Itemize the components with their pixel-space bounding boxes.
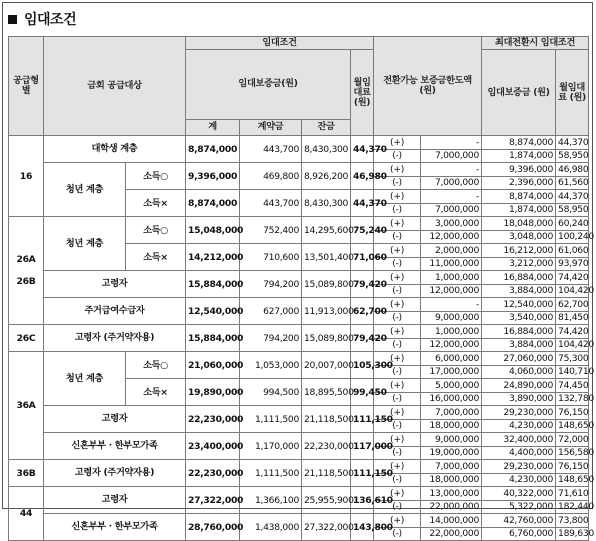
table-row: [9, 487, 589, 501]
monthly-rent-cell: 111,150: [351, 460, 374, 487]
income-cell: 소득×: [126, 244, 186, 271]
header-max-deposit: 임대보증금 (원): [482, 50, 556, 136]
max-deposit-minus-cell: 4,060,000: [482, 365, 556, 379]
monthly-rent-cell: 62,700: [351, 298, 374, 325]
table-row: [9, 433, 589, 447]
max-monthly-plus-cell: 76,150: [556, 406, 589, 420]
conversion-minus-cell: 22,000,000: [421, 527, 482, 541]
max-monthly-plus-cell: 44,370: [556, 190, 589, 204]
conversion-minus-cell: 22,000,000: [421, 500, 482, 514]
balance-cell: 18,895,500: [302, 379, 351, 406]
down-payment-cell: 1,438,000: [240, 514, 302, 541]
max-deposit-minus-cell: 1,874,000: [482, 149, 556, 163]
header-type: 공급형별: [9, 37, 44, 136]
plus-sign-cell: (+): [374, 352, 421, 366]
max-monthly-plus-cell: 74,420: [556, 271, 589, 285]
max-deposit-plus-cell: 42,760,000: [482, 514, 556, 528]
max-monthly-minus-cell: 182,440: [556, 500, 589, 514]
plus-sign-cell: (+): [374, 271, 421, 285]
max-monthly-minus-cell: 140,710: [556, 365, 589, 379]
conversion-minus-cell: 7,000,000: [421, 176, 482, 190]
header-target: 금회 공급대상: [44, 37, 186, 136]
monthly-rent-cell: 46,980: [351, 163, 374, 190]
down-payment-cell: 994,500: [240, 379, 302, 406]
header-conversion-limit: 전환가능 보증금한도액 (원): [374, 37, 482, 136]
max-deposit-minus-cell: 3,048,000: [482, 230, 556, 244]
max-monthly-plus-cell: 44,370: [556, 136, 589, 150]
table-body: [9, 136, 594, 541]
down-payment-cell: 794,200: [240, 271, 302, 298]
max-monthly-plus-cell: 60,240: [556, 217, 589, 231]
plus-sign-cell: (+): [374, 190, 421, 204]
max-deposit-minus-cell: 5,322,000: [482, 500, 556, 514]
minus-sign-cell: (-): [374, 473, 421, 487]
table-row: [9, 217, 589, 231]
conversion-plus-cell: 7,000,000: [421, 460, 482, 474]
monthly-rent-cell: 44,370: [351, 136, 374, 163]
section-title-text: 임대조건: [24, 12, 77, 28]
balance-cell: 21,118,500: [302, 460, 351, 487]
down-payment-cell: 710,600: [240, 244, 302, 271]
max-monthly-minus-cell: 189,630: [556, 527, 589, 541]
balance-cell: 13,501,400: [302, 244, 351, 271]
balance-cell: 8,926,200: [302, 163, 351, 190]
minus-sign-cell: (-): [374, 527, 421, 541]
conversion-plus-cell: -: [421, 190, 482, 204]
type-cell: 16: [9, 136, 44, 217]
type-cell: 44: [9, 487, 44, 541]
square-bullet-icon: [8, 15, 17, 24]
conversion-plus-cell: -: [421, 298, 482, 312]
down-payment-cell: 794,200: [240, 325, 302, 352]
income-cell: 소득×: [126, 379, 186, 406]
conversion-minus-cell: 18,000,000: [421, 419, 482, 433]
down-payment-cell: 1,053,000: [240, 352, 302, 379]
down-payment-cell: 1,111,500: [240, 460, 302, 487]
conversion-minus-cell: 11,000,000: [421, 257, 482, 271]
deposit-total-cell: 15,884,000: [186, 271, 240, 298]
minus-sign-cell: (-): [374, 257, 421, 271]
target-cell: 고령자 (주거약자용): [44, 460, 186, 487]
max-monthly-minus-cell: 132,780: [556, 392, 589, 406]
minus-sign-cell: (-): [374, 500, 421, 514]
max-deposit-minus-cell: 2,396,000: [482, 176, 556, 190]
max-monthly-minus-cell: 148,650: [556, 419, 589, 433]
type-cell: 26C: [9, 325, 44, 352]
conversion-minus-cell: 19,000,000: [421, 446, 482, 460]
monthly-rent-cell: 71,060: [351, 244, 374, 271]
monthly-rent-cell: 99,450: [351, 379, 374, 406]
conversion-plus-cell: 7,000,000: [421, 406, 482, 420]
header-max-monthly: 월임대료 (원): [556, 50, 589, 136]
max-deposit-plus-cell: 40,322,000: [482, 487, 556, 501]
max-deposit-plus-cell: 18,048,000: [482, 217, 556, 231]
down-payment-cell: 752,400: [240, 217, 302, 244]
conversion-plus-cell: 6,000,000: [421, 352, 482, 366]
deposit-total-cell: 22,230,000: [186, 406, 240, 433]
max-deposit-plus-cell: 9,396,000: [482, 163, 556, 177]
plus-sign-cell: (+): [374, 244, 421, 258]
down-payment-cell: 1,170,000: [240, 433, 302, 460]
conversion-plus-cell: 13,000,000: [421, 487, 482, 501]
target-cell: 고령자: [44, 487, 186, 514]
deposit-total-cell: 9,396,000: [186, 163, 240, 190]
max-monthly-minus-cell: 61,560: [556, 176, 589, 190]
deposit-total-cell: 15,884,000: [186, 325, 240, 352]
type-cell: 26A 26B: [9, 217, 44, 325]
header-deposit: 임대보증금(원): [186, 50, 351, 120]
balance-cell: 8,430,300: [302, 136, 351, 163]
table-row: [9, 271, 589, 285]
minus-sign-cell: (-): [374, 365, 421, 379]
minus-sign-cell: (-): [374, 176, 421, 190]
max-deposit-minus-cell: 4,230,000: [482, 419, 556, 433]
max-deposit-minus-cell: 4,230,000: [482, 473, 556, 487]
max-monthly-plus-cell: 76,150: [556, 460, 589, 474]
down-payment-cell: 469,800: [240, 163, 302, 190]
conversion-plus-cell: 3,000,000: [421, 217, 482, 231]
table-row: [9, 460, 589, 474]
max-monthly-minus-cell: 58,950: [556, 203, 589, 217]
table-row: [9, 514, 589, 528]
max-monthly-minus-cell: 81,450: [556, 311, 589, 325]
balance-cell: 8,430,300: [302, 190, 351, 217]
balance-cell: 22,230,000: [302, 433, 351, 460]
down-payment-cell: 1,366,100: [240, 487, 302, 514]
conversion-plus-cell: -: [421, 136, 482, 150]
conversion-minus-cell: 16,000,000: [421, 392, 482, 406]
max-deposit-plus-cell: 16,884,000: [482, 271, 556, 285]
deposit-total-cell: 12,540,000: [186, 298, 240, 325]
minus-sign-cell: (-): [374, 419, 421, 433]
monthly-rent-cell: 75,240: [351, 217, 374, 244]
max-deposit-plus-cell: 29,230,000: [482, 460, 556, 474]
conversion-plus-cell: 14,000,000: [421, 514, 482, 528]
minus-sign-cell: (-): [374, 284, 421, 298]
deposit-total-cell: 27,322,000: [186, 487, 240, 514]
deposit-total-cell: 21,060,000: [186, 352, 240, 379]
max-monthly-plus-cell: 74,420: [556, 325, 589, 339]
max-monthly-minus-cell: 93,970: [556, 257, 589, 271]
conversion-plus-cell: -: [421, 163, 482, 177]
max-monthly-plus-cell: 46,980: [556, 163, 589, 177]
conversion-plus-cell: 1,000,000: [421, 271, 482, 285]
plus-sign-cell: (+): [374, 217, 421, 231]
header-monthly: 월임대료 (원): [351, 50, 374, 136]
max-deposit-minus-cell: 3,890,000: [482, 392, 556, 406]
conversion-minus-cell: 17,000,000: [421, 365, 482, 379]
deposit-total-cell: 23,400,000: [186, 433, 240, 460]
income-cell: 소득×: [126, 190, 186, 217]
plus-sign-cell: (+): [374, 406, 421, 420]
income-cell: 소득○: [126, 217, 186, 244]
header-balance: 잔금: [302, 119, 351, 135]
max-monthly-minus-cell: 58,950: [556, 149, 589, 163]
conversion-minus-cell: 7,000,000: [421, 203, 482, 217]
table-row: [9, 406, 589, 420]
max-deposit-plus-cell: 16,212,000: [482, 244, 556, 258]
plus-sign-cell: (+): [374, 460, 421, 474]
conversion-minus-cell: 12,000,000: [421, 284, 482, 298]
type-cell: 36B: [9, 460, 44, 487]
income-cell: 소득○: [126, 163, 186, 190]
target-cell: 고령자: [44, 406, 186, 433]
monthly-rent-cell: 136,610: [351, 487, 374, 514]
minus-sign-cell: (-): [374, 311, 421, 325]
monthly-rent-cell: 79,420: [351, 325, 374, 352]
max-monthly-plus-cell: 72,000: [556, 433, 589, 447]
max-monthly-plus-cell: 75,300: [556, 352, 589, 366]
balance-cell: 11,913,000: [302, 298, 351, 325]
max-monthly-minus-cell: 156,580: [556, 446, 589, 460]
conversion-minus-cell: 12,000,000: [421, 338, 482, 352]
minus-sign-cell: (-): [374, 203, 421, 217]
plus-sign-cell: (+): [374, 433, 421, 447]
table-row: [9, 325, 589, 339]
max-deposit-plus-cell: 27,060,000: [482, 352, 556, 366]
deposit-total-cell: 15,048,000: [186, 217, 240, 244]
target-group-cell: 청년 계층: [44, 352, 126, 406]
balance-cell: 14,295,600: [302, 217, 351, 244]
max-deposit-minus-cell: 4,400,000: [482, 446, 556, 460]
down-payment-cell: 627,000: [240, 298, 302, 325]
header-down: 계약금: [240, 119, 302, 135]
deposit-total-cell: 22,230,000: [186, 460, 240, 487]
header-rent-conditions: 임대조건: [186, 37, 374, 50]
table-row: [9, 352, 589, 366]
minus-sign-cell: (-): [374, 149, 421, 163]
target-group-cell: 청년 계층: [44, 163, 126, 217]
conversion-minus-cell: 12,000,000: [421, 230, 482, 244]
deposit-total-cell: 14,212,000: [186, 244, 240, 271]
minus-sign-cell: (-): [374, 230, 421, 244]
monthly-rent-cell: 79,420: [351, 271, 374, 298]
max-deposit-plus-cell: 12,540,000: [482, 298, 556, 312]
max-deposit-minus-cell: 3,540,000: [482, 311, 556, 325]
monthly-rent-cell: 143,800: [351, 514, 374, 541]
max-deposit-plus-cell: 29,230,000: [482, 406, 556, 420]
monthly-rent-cell: 117,000: [351, 433, 374, 460]
down-payment-cell: 443,700: [240, 136, 302, 163]
max-deposit-minus-cell: 3,884,000: [482, 338, 556, 352]
plus-sign-cell: (+): [374, 487, 421, 501]
plus-sign-cell: (+): [374, 325, 421, 339]
max-deposit-plus-cell: 16,884,000: [482, 325, 556, 339]
max-monthly-plus-cell: 61,060: [556, 244, 589, 258]
conversion-minus-cell: 18,000,000: [421, 473, 482, 487]
balance-cell: 20,007,000: [302, 352, 351, 379]
plus-sign-cell: (+): [374, 163, 421, 177]
max-deposit-minus-cell: 3,884,000: [482, 284, 556, 298]
income-cell: 소득○: [126, 352, 186, 379]
max-monthly-minus-cell: 104,420: [556, 284, 589, 298]
monthly-rent-cell: 44,370: [351, 190, 374, 217]
max-monthly-plus-cell: 74,450: [556, 379, 589, 393]
max-deposit-plus-cell: 8,874,000: [482, 190, 556, 204]
minus-sign-cell: (-): [374, 446, 421, 460]
max-monthly-plus-cell: 71,610: [556, 487, 589, 501]
max-monthly-plus-cell: 73,800: [556, 514, 589, 528]
conversion-plus-cell: 9,000,000: [421, 433, 482, 447]
balance-cell: 27,322,000: [302, 514, 351, 541]
plus-sign-cell: (+): [374, 136, 421, 150]
target-cell: 신혼부부 · 한부모가족: [44, 433, 186, 460]
header-total: 계: [186, 119, 240, 135]
minus-sign-cell: (-): [374, 392, 421, 406]
down-payment-cell: 443,700: [240, 190, 302, 217]
max-monthly-minus-cell: 100,240: [556, 230, 589, 244]
conversion-plus-cell: 2,000,000: [421, 244, 482, 258]
deposit-total-cell: 8,874,000: [186, 190, 240, 217]
down-payment-cell: 1,111,500: [240, 406, 302, 433]
plus-sign-cell: (+): [374, 379, 421, 393]
max-deposit-plus-cell: 24,890,000: [482, 379, 556, 393]
max-monthly-minus-cell: 148,650: [556, 473, 589, 487]
target-cell: 신혼부부 · 한부모가족: [44, 514, 186, 541]
table-row: [9, 136, 589, 150]
table-row: [9, 298, 589, 312]
header-max-conversion: 최대전환시 임대조건: [482, 37, 589, 50]
conversion-minus-cell: 9,000,000: [421, 311, 482, 325]
target-cell: 고령자: [44, 271, 186, 298]
balance-cell: 15,089,800: [302, 325, 351, 352]
max-monthly-plus-cell: 62,700: [556, 298, 589, 312]
target-cell: 대학생 계층: [44, 136, 186, 163]
max-deposit-minus-cell: 6,760,000: [482, 527, 556, 541]
minus-sign-cell: (-): [374, 338, 421, 352]
max-deposit-minus-cell: 3,212,000: [482, 257, 556, 271]
balance-cell: 15,089,800: [302, 271, 351, 298]
plus-sign-cell: (+): [374, 514, 421, 528]
max-deposit-plus-cell: 32,400,000: [482, 433, 556, 447]
max-deposit-minus-cell: 1,874,000: [482, 203, 556, 217]
plus-sign-cell: (+): [374, 298, 421, 312]
balance-cell: 25,955,900: [302, 487, 351, 514]
rent-conditions-table: [8, 36, 594, 541]
deposit-total-cell: 8,874,000: [186, 136, 240, 163]
target-group-cell: 청년 계층: [44, 217, 126, 271]
section-title: [8, 8, 76, 30]
conversion-plus-cell: 5,000,000: [421, 379, 482, 393]
monthly-rent-cell: 105,300: [351, 352, 374, 379]
table-row: [9, 163, 589, 177]
deposit-total-cell: 28,760,000: [186, 514, 240, 541]
conversion-plus-cell: 1,000,000: [421, 325, 482, 339]
balance-cell: 21,118,500: [302, 406, 351, 433]
deposit-total-cell: 19,890,000: [186, 379, 240, 406]
type-cell: 36A: [9, 352, 44, 460]
max-monthly-minus-cell: 104,420: [556, 338, 589, 352]
monthly-rent-cell: 111,150: [351, 406, 374, 433]
conversion-minus-cell: 7,000,000: [421, 149, 482, 163]
target-cell: 고령자 (주거약자용): [44, 325, 186, 352]
target-cell: 주거급여수급자: [44, 298, 186, 325]
max-deposit-plus-cell: 8,874,000: [482, 136, 556, 150]
